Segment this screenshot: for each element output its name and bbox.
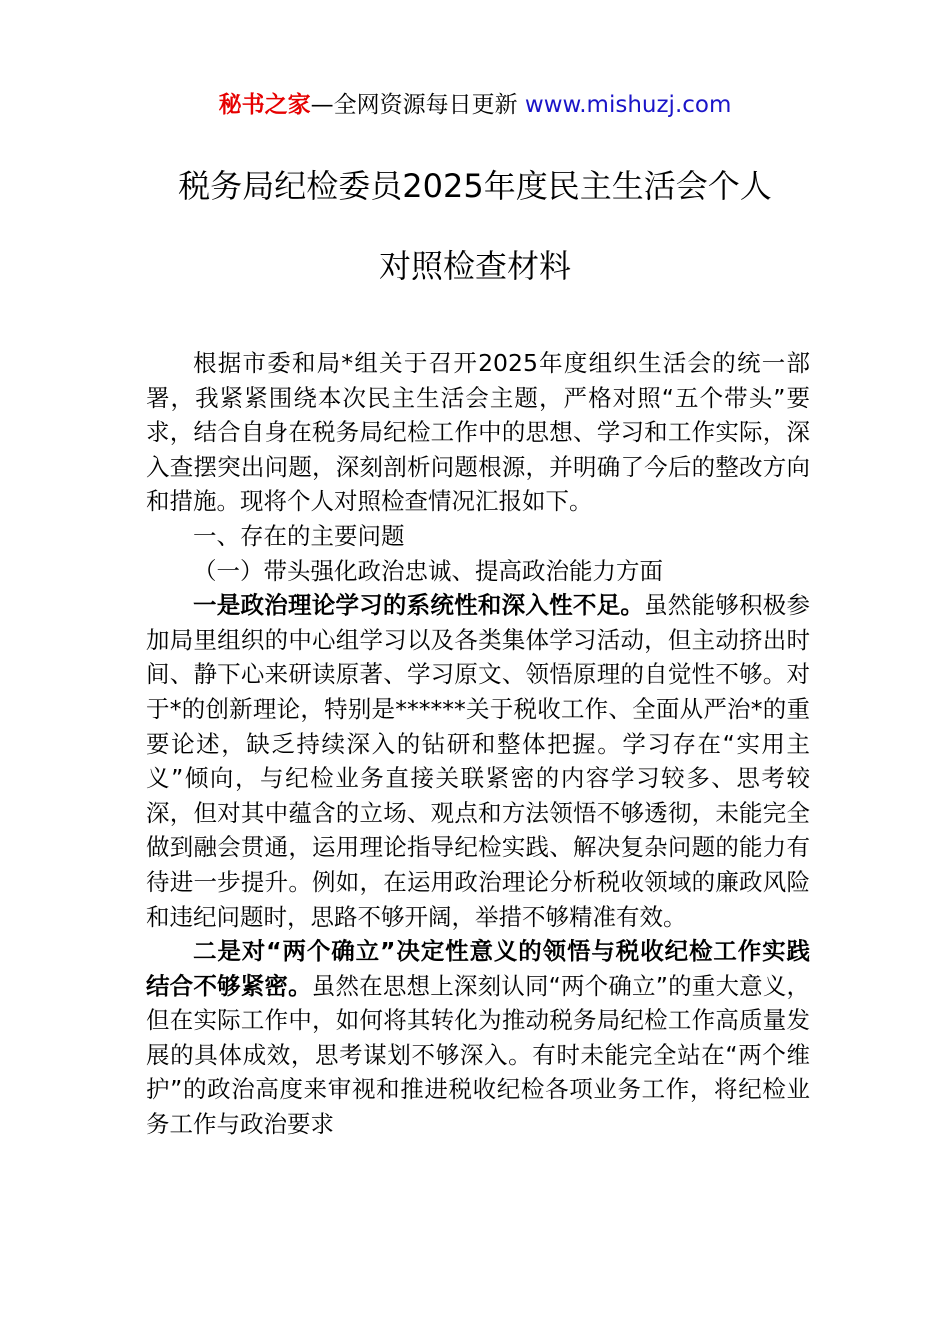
point-2-lead: 二是对“两个确立”决定性意义的领悟与税收纪检工作实践结合不够紧密。 xyxy=(146,937,810,1000)
title-line-2: 对照检查材料 xyxy=(378,247,571,285)
point-2-text: 虽然在思想上深刻认同“两个确立”的重大意义，但在实际工作中，如何将其转化为推动税务局纪检工作高质量发展的具体成效，思考谋划不够深入。有时未能完全站在“两个维护”的政治高度来审视和推进税收纪检各项业务工作，将纪检业务工作与政治要求 xyxy=(146,971,811,1139)
site-brand: 秘书之家 xyxy=(218,92,311,118)
site-header xyxy=(0,88,950,122)
point-1-paragraph xyxy=(146,588,810,934)
point-2-paragraph xyxy=(146,934,810,1142)
site-url-link[interactable]: www.mishuzj.com xyxy=(524,92,732,118)
document-body xyxy=(146,346,810,1142)
section-heading: 一、存在的主要问题 xyxy=(193,521,405,550)
document-title xyxy=(100,158,850,294)
intro-paragraph: 根据市委和局*组关于召开2025年度组织生活会的统一部署，我紧紧围绕本次民主生活会主题，严格对照“五个带头”要求，结合自身在税务局纪检工作中的思想、学习和工作实际，深入查摆突出问题，深刻剖析问题根源，并明确了今后的整改方向和措施。现将个人对照检查情况汇报如下。 xyxy=(146,349,810,516)
point-1-text: 虽然能够积极参加局里组织的中心组学习以及各类集体学习活动，但主动挤出时间、静下心来研读原著、学习原文、领悟原理的自觉性不够。对于*的创新理论，特别是******关于税收工作、全面从严治*的重要论述，缺乏持续深入的钻研和整体把握。学习存在“实用主义”倾向，与纪检业务直接关联紧密的内容学习较多、思考较深，但对其中蕴含的立场、观点和方法领悟不够透彻，未能完全做到融会贯通，运用理论指导纪检实践、解决复杂问题的能力有待进一步提升。例如，在运用政治理论分析税收领域的廉政风险和违纪问题时，思路不够开阔，举措不够精准有效。 xyxy=(146,591,811,931)
site-tagline: —全网资源每日更新 xyxy=(310,92,525,118)
subsection-heading: （一）带头强化政治忠诚、提高政治能力方面 xyxy=(193,556,663,585)
point-1-lead: 一是政治理论学习的系统性和深入性不足。 xyxy=(193,591,645,620)
title-line-1: 税务局纪检委员2025年度民主生活会个人 xyxy=(178,167,772,205)
